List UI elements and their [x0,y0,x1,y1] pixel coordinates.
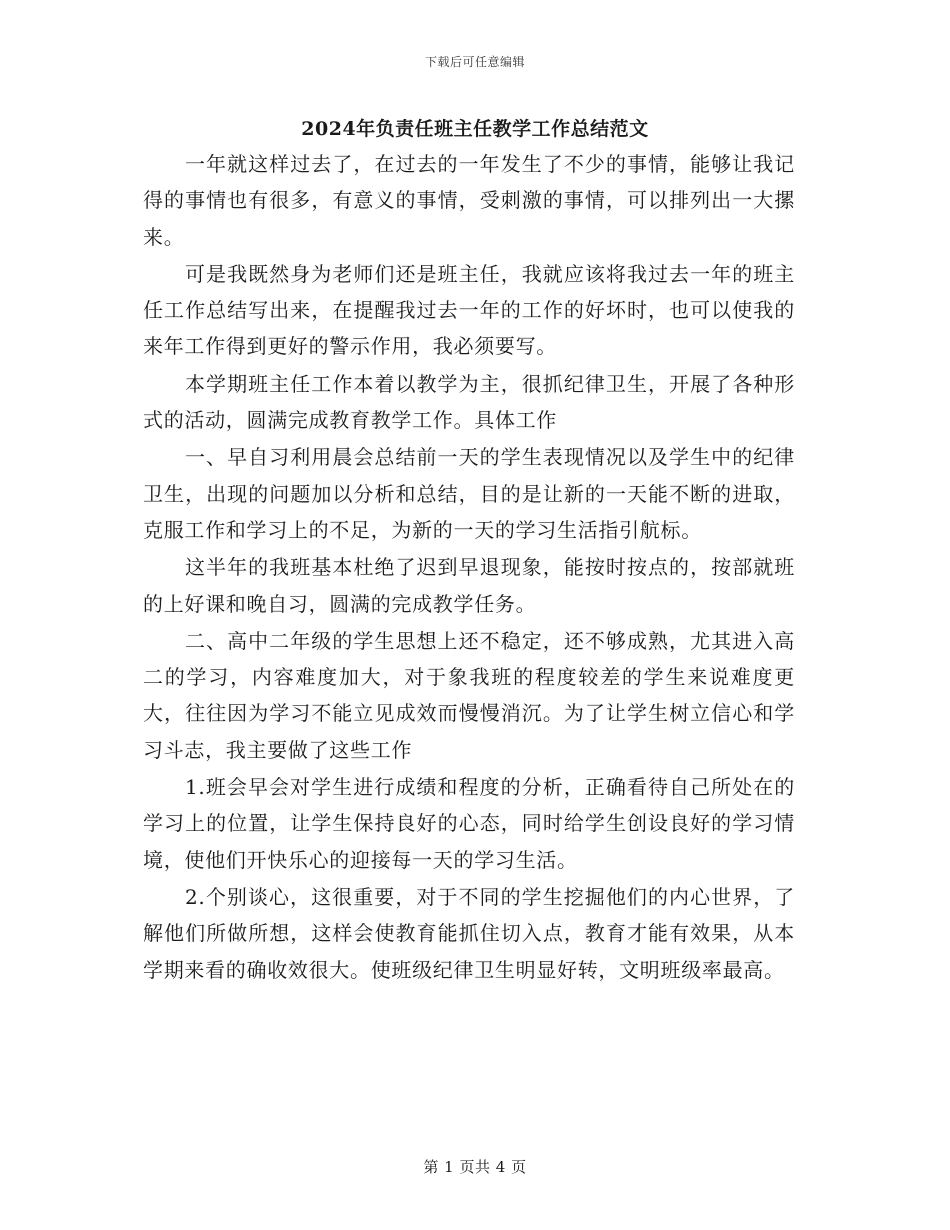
document-body [143,146,795,989]
page-number: 第 1 页共 4 页 [423,1158,527,1176]
header-note: 下载后可任意编辑 [424,55,525,69]
paragraph-6: 二、高中二年级的学生思想上还不稳定，还不够成熟，尤其进入高二的学习，内容难度加大，对于象我班的程度较差的学生来说难度更大，往往因为学习不能立见成效而慢慢消沉。为了让学生树立信心和学习斗志，我主要做了这些工作 [143,628,795,762]
paragraph-2: 可是我既然身为老师们还是班主任，我就应该将我过去一年的班主任工作总结写出来，在提醒我过去一年的工作的好坏时，也可以使我的来年工作得到更好的警示作用，我必须要写。 [143,261,795,359]
document-title: 2024年负责任班主任教学工作总结范文 [301,118,649,140]
paragraph-4: 一、早自习利用晨会总结前一天的学生表现情况以及学生中的纪律卫生，出现的问题加以分析和总结，目的是让新的一天能不断的进取，克服工作和学习上的不足，为新的一天的学习生活指引航标。 [143,445,795,542]
paragraph-1: 一年就这样过去了，在过去的一年发生了不少的事情，能够让我记得的事情也有很多，有意义的事情，受刺激的事情，可以排列出一大摞来。 [143,152,795,249]
paragraph-5: 这半年的我班基本杜绝了迟到早退现象，能按时按点的，按部就班的上好课和晚自习，圆满的完成教学任务。 [143,555,795,616]
paragraph-3: 本学期班主任工作本着以教学为主，很抓纪律卫生，开展了各种形式的活动，圆满完成教育教学工作。具体工作 [143,371,795,433]
paragraph-8: 2.个别谈心，这很重要，对于不同的学生挖掘他们的内心世界，了解他们所做所想，这样会使教育能抓住切入点，教育才能有效果，从本学期来看的确收效很大。使班级纪律卫生明显好转，文明班级率最高。 [143,884,795,982]
paragraph-7: 1.班会早会对学生进行成绩和程度的分析，正确看待自己所处在的学习上的位置，让学生保持良好的心态，同时给学生创设良好的学习情境，使他们开快乐心的迎接每一天的学习生活。 [143,775,795,872]
